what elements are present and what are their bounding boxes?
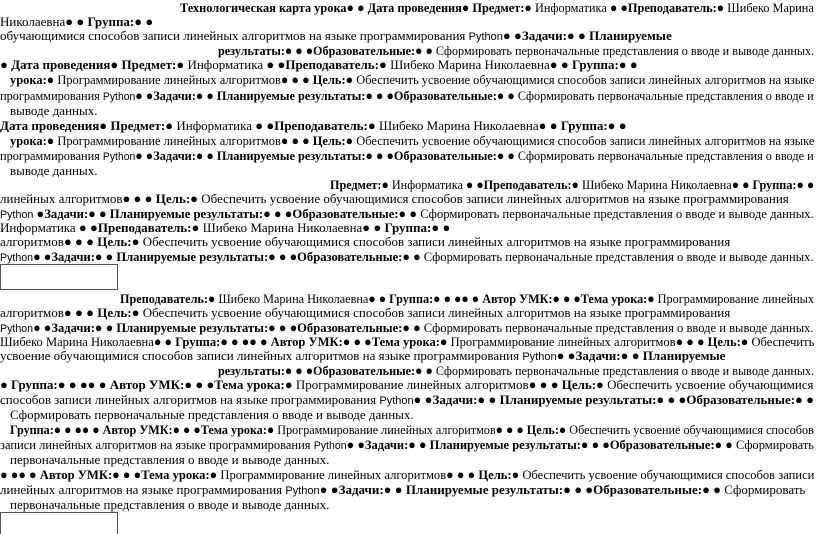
bold-label: Технологическая карта урока● ● Дата проведения● Предмет:● <box>180 0 532 15</box>
text-line <box>0 348 725 363</box>
body-text: ● Сформировать первоначальные представления о вводе и <box>504 88 814 103</box>
body-text: Программирование линейных алгоритмов● ● ● <box>54 133 313 148</box>
body-text: Обеспечить усвоение обучающимися способов записи линейных алгоритмов на языке <box>353 72 815 87</box>
body-text: программирования <box>0 148 103 163</box>
text-line <box>10 103 97 118</box>
blank-cell <box>0 512 118 534</box>
bold-label: Задачи:● ● Планируемые результаты:● ● ●Образовательные:● <box>44 206 407 221</box>
body-text: Информатика ● ● <box>173 118 275 133</box>
body-text: Информатика ● ● <box>531 0 628 15</box>
body-text: Сформировать первоначальные представления о вводе и выводе данных. <box>10 407 414 422</box>
body-text: Обеспечить усвоение обучающимися способов записи <box>519 467 815 482</box>
body-text: алгоритмов● ● ● <box>0 305 98 320</box>
text-line <box>218 363 814 378</box>
body-text: ● Сформировать первоначальные представления о вводе и выводе данных. <box>409 249 814 264</box>
body-text: первоначальные представления о вводе и выводе данных. <box>10 452 330 467</box>
code-text: Python <box>522 351 557 363</box>
text-line <box>218 43 814 58</box>
body-text: выводе данных. <box>10 103 98 118</box>
body-text: Шибеко Марина Николаевна● ● <box>215 291 390 306</box>
bold-label: Дата проведения● Предмет:● <box>0 118 174 133</box>
text-line <box>0 320 814 335</box>
bold-label: Преподаватель:● <box>120 291 216 306</box>
text-line <box>0 148 814 163</box>
body-text: записи линейных алгоритмов на языке программирования <box>0 437 314 452</box>
bold-label: Задачи:● ● Планируемые <box>575 348 726 363</box>
body-text: ● Сформировать первоначальные представления о вводе и выводе данных. <box>409 320 814 335</box>
body-text: ● Сформировать <box>709 482 806 497</box>
bold-label: Цель:● <box>561 377 604 392</box>
body-text: ● Сформировать первоначальные представления о вводе и выводе данных. <box>406 206 814 221</box>
body-text: Обеспечить <box>748 334 815 349</box>
text-line <box>0 206 814 221</box>
code-text: Python <box>0 323 34 335</box>
body-text: Николаевна● ● <box>0 14 88 29</box>
bold-label: ● ●● ● Автор УМК:● ● ●Тема урока:● <box>0 467 218 482</box>
bold-label: Задачи:● ● Планируемые результаты:● ● ●Образовательные:● <box>432 392 803 407</box>
text-line <box>10 407 414 422</box>
text-line <box>0 377 814 392</box>
bold-label: Группа:● ● <box>752 177 815 192</box>
bold-label: Группа:● ● <box>571 57 638 72</box>
code-text: Python <box>0 209 34 221</box>
text-line <box>0 14 153 29</box>
body-text: линейных алгоритмов на языке программирования <box>0 482 286 497</box>
body-text: Информатика ● ● <box>388 177 484 192</box>
bold-label: Задачи:● ● Планируемые результаты:● ● ●Образовательные:● <box>338 482 710 497</box>
bold-label: Группа:● ● ●● ● Автор УМК:● ● ●Тема урока:● <box>10 422 275 437</box>
text-line <box>10 452 329 467</box>
body-text: ● Сформировать первоначальные представления о вводе и выводе данных. <box>422 43 815 58</box>
bold-label: Цель:● <box>155 191 198 206</box>
bold-label: результаты:● ● ●Образовательные:● <box>218 43 423 58</box>
body-text: первоначальные представления о вводе и выводе данных. <box>10 497 330 512</box>
body-text: ● ● <box>33 320 52 335</box>
text-line <box>0 334 814 349</box>
text-line <box>0 28 672 43</box>
text-line <box>0 437 814 452</box>
bold-label: Задачи:● ● Планируемые результаты:● ● ●Образовательные:● <box>364 437 723 452</box>
bold-label: урока:● <box>10 133 55 148</box>
text-line <box>10 422 814 437</box>
body-text: ● <box>802 392 814 407</box>
text-line <box>0 305 730 320</box>
bold-label: урока:● <box>10 72 55 87</box>
body-text: ● ● <box>135 88 154 103</box>
body-text: обучающимися способов записи линейных алгоритмов на языке программирования <box>0 28 469 43</box>
bold-label: Цель:● <box>526 422 567 437</box>
text-line <box>0 392 814 407</box>
text-line <box>0 467 814 482</box>
text-line <box>0 191 789 206</box>
code-text: Python <box>102 151 136 163</box>
body-text: усвоение обучающимися способов записи линейных алгоритмов на языке программирования <box>0 348 523 363</box>
text-line <box>0 118 627 133</box>
text-line <box>10 497 329 512</box>
bold-label: результаты:● ● ●Образовательные:● <box>218 363 423 378</box>
bold-label: Цель:● <box>707 334 749 349</box>
bold-label: Группа:● ● <box>87 14 154 29</box>
body-text: Программирование линейных алгоритмов● ● ● <box>274 422 527 437</box>
body-text: Обеспечить усвоение обучающимися способов <box>566 422 814 437</box>
bold-label: Предмет:● <box>330 177 389 192</box>
body-text: Обеспечить усвоение обучающимися способов записи линейных алгоритмов на языке <box>353 133 815 148</box>
body-text: Обеспечить усвоение обучающимися <box>603 377 814 392</box>
text-line <box>10 133 814 148</box>
text-line <box>120 291 814 306</box>
body-text: Шибеко Марина <box>724 0 814 15</box>
body-text: ● Сформировать первоначальные представления о вводе и <box>504 148 814 163</box>
code-text: Python <box>468 31 503 43</box>
text-line <box>10 163 97 178</box>
bold-label: Задачи:● ● Планируемые результаты:● ● ●Образовательные:● <box>153 88 505 103</box>
bold-label: Задачи:● ● Планируемые результаты:● ● ●Образовательные:● <box>51 249 410 264</box>
body-text: ● Сформировать <box>722 437 815 452</box>
bold-label: Задачи:● ● Планируемые результаты:● ● ●Образовательные:● <box>153 148 505 163</box>
body-text: ● Сформировать первоначальные представления о вводе и выводе данных. <box>422 363 815 378</box>
body-text: линейных алгоритмов● ● ● <box>0 191 156 206</box>
text-line <box>0 57 638 72</box>
body-text: ● ● <box>33 249 52 264</box>
bold-label: Цель:● <box>478 467 520 482</box>
bold-label: Цель:● <box>97 234 140 249</box>
body-text: Обеспечить усвоение обучающимися способов записи линейных алгоритмов на языке программирования <box>139 305 731 320</box>
text-line <box>0 220 450 235</box>
bold-label: Группа:● ● <box>384 220 451 235</box>
bold-label: Цель:● <box>312 72 354 87</box>
body-text: ● ● <box>502 28 522 43</box>
body-text: алгоритмов● ● ● <box>0 234 98 249</box>
body-text: выводе данных. <box>10 163 98 178</box>
body-text: Обеспечить усвоение обучающимися способов записи линейных алгоритмов на языке программирования <box>139 234 731 249</box>
body-text: Шибеко Марина Николаевна● ● <box>0 334 176 349</box>
body-text: ● ● <box>135 148 154 163</box>
body-text: Шибеко Марина Николаевна● ● <box>578 177 753 192</box>
bold-label: Группа:● ● <box>560 118 627 133</box>
body-text: способов записи линейных алгоритмов на языке программирования <box>0 392 380 407</box>
code-text: Python <box>102 91 136 103</box>
text-line <box>0 88 814 103</box>
code-text: Python <box>285 485 320 497</box>
text-line <box>330 177 814 192</box>
code-text: Python <box>379 395 414 407</box>
code-text: Python <box>0 252 34 264</box>
body-text: Программирование линейных <box>654 291 814 306</box>
body-text: Информатика ● ● <box>184 57 286 72</box>
text-line <box>0 249 814 264</box>
text-line <box>0 482 805 497</box>
body-text: программирования <box>0 88 103 103</box>
blank-cell <box>0 264 118 290</box>
bold-label: Цель:● <box>97 305 140 320</box>
body-text: ● ● <box>556 348 576 363</box>
body-text: Информатика ● ● <box>0 220 98 235</box>
bold-label: ● Дата проведения● Предмет:● <box>0 57 185 72</box>
bold-label: Преподаватель:● <box>483 177 579 192</box>
body-text: Шибеко Марина Николаевна● ● <box>199 220 385 235</box>
bold-label: Преподаватель:● <box>274 118 376 133</box>
bold-label: Задачи:● ● Планируемые <box>521 28 672 43</box>
body-text: ● ● <box>346 437 365 452</box>
bold-label: Преподаватель:● <box>285 57 387 72</box>
text-line <box>10 72 814 87</box>
body-text: Программирование линейных алгоритмов● ● ● <box>447 334 708 349</box>
code-text: Python <box>313 440 347 452</box>
body-text: Шибеко Марина Николаевна● ● <box>375 118 561 133</box>
body-text: Программирование линейных алгоритмов● ● ● <box>217 467 479 482</box>
body-text: ● ● <box>413 392 433 407</box>
bold-label: ● Группа:● ● ●● ● Автор УМК:● ● ●Тема урока:● <box>0 377 293 392</box>
bold-label: Группа:● ● ●● ● Автор УМК:● ● ●Тема урока:● <box>389 291 655 306</box>
text-line <box>0 234 730 249</box>
bold-label: Преподаватель:● <box>97 220 200 235</box>
bold-label: Группа:● ● ●● ● Автор УМК:● ● ●Тема урока:● <box>175 334 448 349</box>
body-text: Программирование линейных алгоритмов● ● ● <box>292 377 562 392</box>
text-line <box>180 0 814 15</box>
bold-label: Преподаватель:● <box>627 0 725 15</box>
body-text: Программирование линейных алгоритмов● ● ● <box>54 72 313 87</box>
body-text: ● <box>33 206 45 221</box>
body-text: Обеспечить усвоение обучающимися способов записи линейных алгоритмов на языке программирования <box>198 191 789 206</box>
body-text: ● ● <box>319 482 339 497</box>
bold-label: Задачи:● ● Планируемые результаты:● ● ●Образовательные:● <box>51 320 410 335</box>
bold-label: Цель:● <box>312 133 354 148</box>
body-text: Шибеко Марина Николаевна● ● <box>386 57 572 72</box>
